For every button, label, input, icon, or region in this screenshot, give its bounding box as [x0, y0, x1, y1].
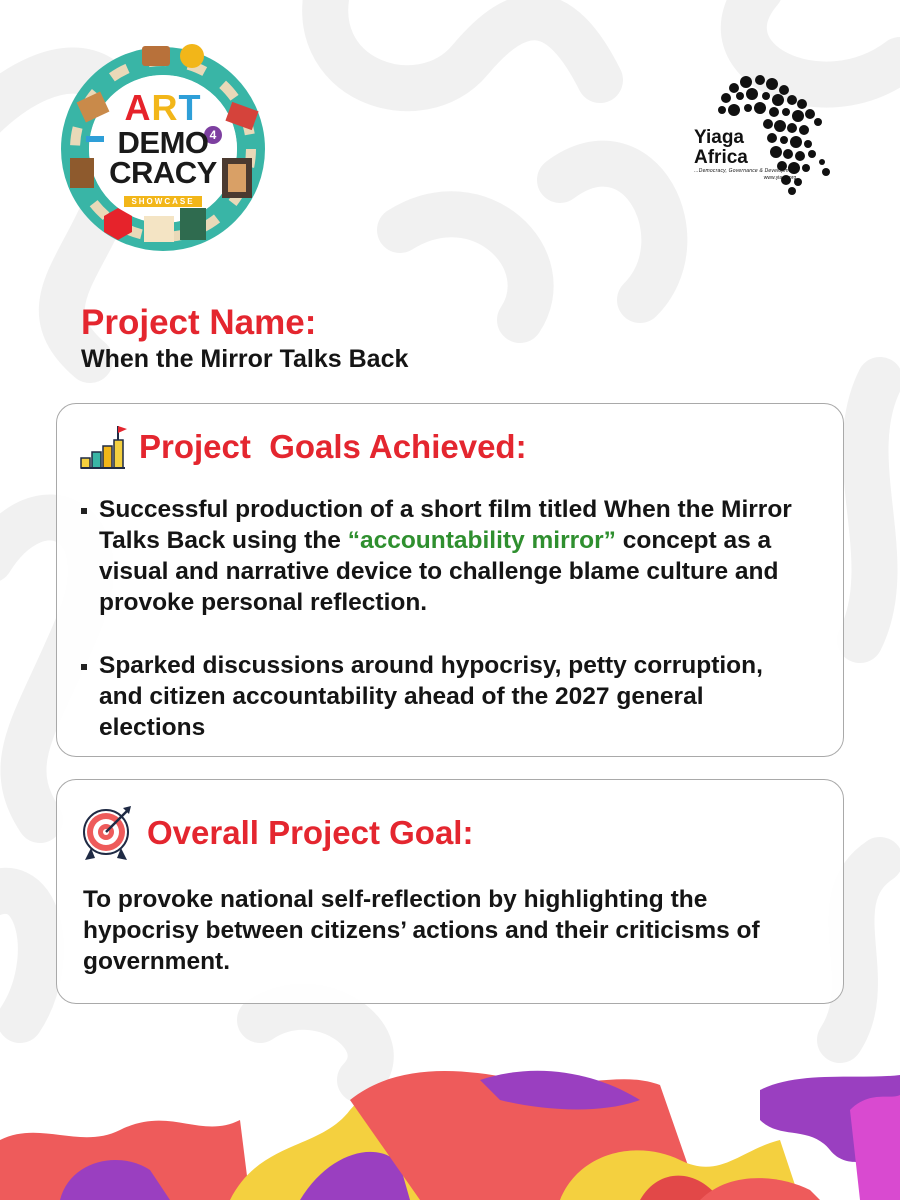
goals-list	[81, 494, 811, 743]
bullet-square	[81, 664, 87, 670]
growth-chart-flag-icon	[79, 424, 129, 470]
goals-achieved-card	[56, 403, 844, 757]
project-name-value: When the Mirror Talks Back	[81, 345, 409, 373]
goal-item: Sparked discussions around hypocrisy, petty corruption, and citizen accountability ahead of the 2027 general elections	[81, 650, 811, 743]
overall-goal-text: To provoke national self-reflection by highlighting the hypocrisy between citizens’ actions and their criticisms of government.	[83, 886, 760, 975]
showcase-ribbon: SHOWCASE	[124, 196, 202, 207]
art-wordmark: ART	[124, 87, 202, 128]
target-icon	[81, 804, 135, 862]
highlighted-phrase: “accountability mirror”	[347, 527, 616, 554]
art4democracy-wordmark	[52, 38, 274, 260]
goals-achieved-title: Project Goals Achieved:	[139, 428, 527, 465]
bullet-square	[81, 508, 87, 514]
goal-item: Successful production of a short film titled When the Mirror Talks Back using the “accountability mirror” concept as a visual and narrative device to challenge blame culture and provoke personal reflection.	[81, 494, 811, 618]
yiaga-africa-logo	[686, 70, 836, 200]
goals-achieved-header	[79, 424, 527, 470]
yiaga-wordmark: Yiaga Africa ...Democracy, Governance & Development www.yiaga.org	[694, 127, 797, 181]
overall-goal-title: Overall Project Goal:	[147, 814, 474, 851]
art4democracy-logo	[52, 38, 274, 260]
project-name-label: Project Name:	[81, 303, 317, 342]
four-badge: 4	[204, 126, 222, 144]
overall-goal-header	[81, 804, 473, 862]
democracy-wordmark: DEMO CRACY	[109, 125, 217, 190]
overall-goal-card	[56, 779, 844, 1004]
